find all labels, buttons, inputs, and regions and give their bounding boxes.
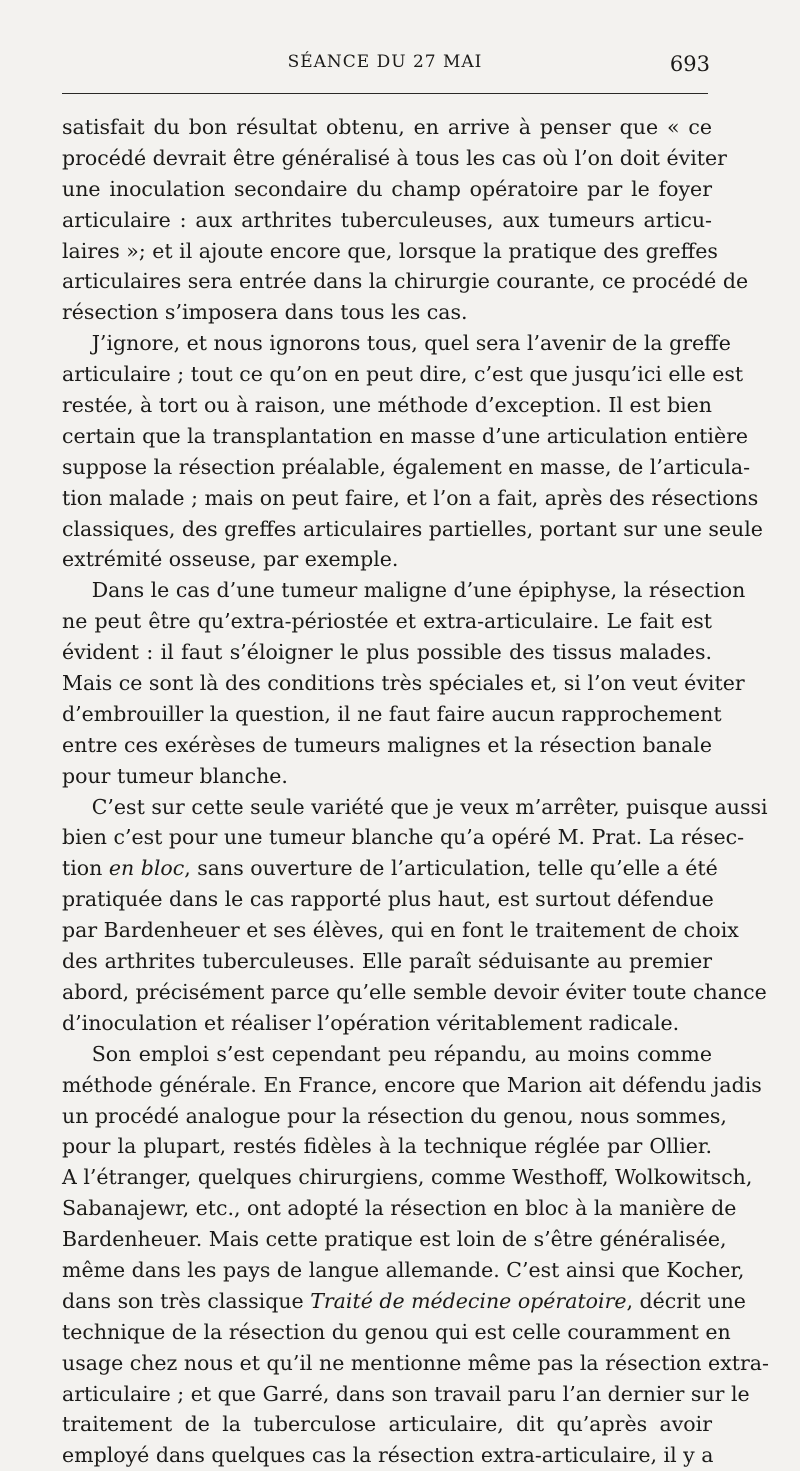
text-segment: certain que la transplantation en masse d’une articulation entière bbox=[62, 423, 749, 448]
text-segment: résection s’imposera dans tous les cas. bbox=[62, 300, 468, 325]
paragraph bbox=[62, 328, 763, 575]
text-segment: articulaires sera entrée dans la chirurgie courante, ce procédé de bbox=[62, 269, 749, 294]
text-segment: même dans les pays de langue allemande. C’est ainsi que Kocher, bbox=[62, 1257, 745, 1282]
header-rule bbox=[62, 93, 708, 94]
text-line bbox=[62, 544, 712, 575]
text-line bbox=[62, 390, 712, 421]
text-segment: classiques, des greffes articulaires partielles, portant sur une seule bbox=[62, 516, 763, 541]
text-line bbox=[62, 112, 712, 143]
text-segment: tion malade ; mais on peut faire, et l’on a fait, après des résections bbox=[62, 485, 759, 510]
text-line bbox=[62, 514, 763, 545]
text-segment: traitement de la tuberculose articulaire, dit qu’après avoir bbox=[62, 1412, 712, 1437]
text-line bbox=[62, 421, 749, 452]
text-line bbox=[62, 205, 712, 236]
text-line bbox=[62, 822, 745, 853]
text-segment: articulaire : aux arthrites tuberculeuses, aux tumeurs articu- bbox=[62, 207, 712, 232]
text-segment: méthode générale. En France, encore que Marion ait défendu jadis bbox=[62, 1072, 762, 1097]
text-line bbox=[62, 637, 712, 668]
text-line bbox=[62, 236, 718, 267]
text-segment: Sabanajewr, etc., ont adopté la résection en bloc à la manière de bbox=[62, 1196, 737, 1221]
text-line bbox=[62, 1348, 769, 1379]
text-line bbox=[62, 1008, 712, 1039]
text-line bbox=[62, 328, 731, 359]
text-line bbox=[62, 483, 759, 514]
text-segment: procédé devrait être généralisé à tous les cas où l’on doit éviter bbox=[62, 145, 727, 170]
text-segment: dans son très classique bbox=[62, 1288, 311, 1313]
paragraph bbox=[62, 792, 768, 1039]
text-segment: Bardenheuer. Mais cette pratique est loin de s’être généralisée, bbox=[62, 1227, 727, 1252]
text-segment: pratiquée dans le cas rapporté plus haut, est surtout défendue bbox=[62, 887, 714, 912]
text-segment: d’inoculation et réaliser l’opération véritablement radicale. bbox=[62, 1010, 680, 1035]
text-segment: d’embrouiller la question, il ne faut faire aucun rapprochement bbox=[62, 701, 722, 726]
paragraph bbox=[62, 112, 749, 328]
text-segment: tion bbox=[62, 856, 109, 881]
text-line bbox=[62, 699, 722, 730]
text-segment: suppose la résection préalable, également en masse, de l’articula- bbox=[62, 454, 751, 479]
text-line bbox=[62, 1379, 750, 1410]
text-line bbox=[62, 359, 744, 390]
text-line bbox=[62, 977, 767, 1008]
text-segment: pour la plupart, restés fidèles à la technique réglée par Ollier. bbox=[62, 1134, 712, 1159]
text-segment: J’ignore, et nous ignorons tous, quel sera l’avenir de la greffe bbox=[91, 331, 731, 356]
text-line bbox=[62, 1317, 731, 1348]
running-title: SÉANCE DU 27 MAI bbox=[287, 52, 483, 72]
italic-text: Traité de médecine opératoire bbox=[310, 1288, 627, 1313]
italic-text: en bloc bbox=[108, 856, 185, 881]
text-segment: C’est sur cette seule variété que je veux m’arrêter, puisque aussi bbox=[91, 794, 768, 819]
paragraph bbox=[62, 575, 746, 791]
text-segment: articulaire ; tout ce qu’on en peut dire, c’est que jusqu’ici elle est bbox=[62, 362, 744, 387]
text-line bbox=[62, 1162, 753, 1193]
text-segment: une inoculation secondaire du champ opératoire par le foyer bbox=[62, 176, 712, 201]
text-segment: laires »; et il ajoute encore que, lorsque la pratique des greffes bbox=[62, 238, 718, 263]
text-segment: restée, à tort ou à raison, une méthode d’exception. Il est bien bbox=[62, 393, 712, 418]
text-line bbox=[62, 668, 745, 699]
text-line bbox=[62, 1070, 762, 1101]
text-line bbox=[62, 761, 712, 792]
text-segment: par Bardenheuer et ses élèves, qui en font le traitement de choix bbox=[62, 918, 739, 943]
text-line bbox=[62, 143, 727, 174]
text-line bbox=[62, 946, 712, 977]
paragraph bbox=[62, 1039, 769, 1471]
text-segment: abord, précisément parce qu’elle semble devoir éviter toute chance bbox=[62, 979, 767, 1004]
text-segment: Dans le cas d’une tumeur maligne d’une épiphyse, la résection bbox=[91, 578, 746, 603]
text-segment: extrémité osseuse, par exemple. bbox=[62, 547, 399, 572]
text-line bbox=[62, 1255, 745, 1286]
text-line bbox=[62, 1409, 712, 1440]
body-text bbox=[62, 112, 769, 1471]
text-line bbox=[62, 266, 749, 297]
text-segment: ne peut être qu’extra-périostée et extra-articulaire. Le fait est bbox=[62, 609, 712, 634]
text-line bbox=[62, 853, 718, 884]
text-line bbox=[62, 297, 712, 328]
text-segment: des arthrites tuberculeuses. Elle paraît séduisante au premier bbox=[62, 949, 712, 974]
text-segment: évident : il faut s’éloigner le plus possible des tissus malades. bbox=[62, 640, 712, 665]
text-segment: A l’étranger, quelques chirurgiens, comme Westhoff, Wolkowitsch, bbox=[62, 1165, 753, 1190]
text-segment: , sans ouverture de l’articulation, telle qu’elle a été bbox=[184, 856, 718, 881]
text-segment: technique de la résection du genou qui est celle couramment en bbox=[62, 1319, 731, 1344]
text-line bbox=[62, 174, 712, 205]
text-line bbox=[62, 884, 712, 915]
text-segment: employé dans quelques cas la résection extra-articulaire, il y a bbox=[62, 1443, 714, 1468]
text-line bbox=[62, 1131, 712, 1162]
text-line bbox=[62, 1101, 727, 1132]
page-header bbox=[60, 52, 710, 84]
text-segment: Son emploi s’est cependant peu répandu, au moins comme bbox=[91, 1041, 712, 1066]
text-segment: un procédé analogue pour la résection du genou, nous sommes, bbox=[62, 1103, 727, 1128]
text-line bbox=[62, 575, 746, 606]
text-line bbox=[62, 1286, 746, 1317]
text-segment: bien c’est pour une tumeur blanche qu’a opéré M. Prat. La résec- bbox=[62, 825, 745, 850]
text-segment: articulaire ; et que Garré, dans son travail paru l’an dernier sur le bbox=[62, 1381, 750, 1406]
text-line bbox=[62, 1224, 727, 1255]
text-segment: entre ces exérèses de tumeurs malignes et la résection banale bbox=[62, 732, 712, 757]
text-segment: , décrit une bbox=[626, 1288, 746, 1313]
text-segment: Mais ce sont là des conditions très spéciales et, si l’on veut éviter bbox=[62, 671, 745, 696]
text-segment: pour tumeur blanche. bbox=[62, 763, 288, 788]
text-line bbox=[62, 915, 739, 946]
text-segment: satisfait du bon résultat obtenu, en arrive à penser que « ce bbox=[62, 115, 712, 139]
text-line bbox=[62, 1440, 712, 1471]
text-line bbox=[62, 730, 712, 761]
text-line bbox=[62, 792, 768, 823]
text-line bbox=[62, 606, 712, 637]
text-line bbox=[62, 1039, 712, 1070]
text-line bbox=[62, 1193, 737, 1224]
page-number: 693 bbox=[669, 52, 710, 76]
text-segment: usage chez nous et qu’il ne mentionne même pas la résection extra- bbox=[62, 1350, 769, 1375]
text-line bbox=[62, 452, 751, 483]
